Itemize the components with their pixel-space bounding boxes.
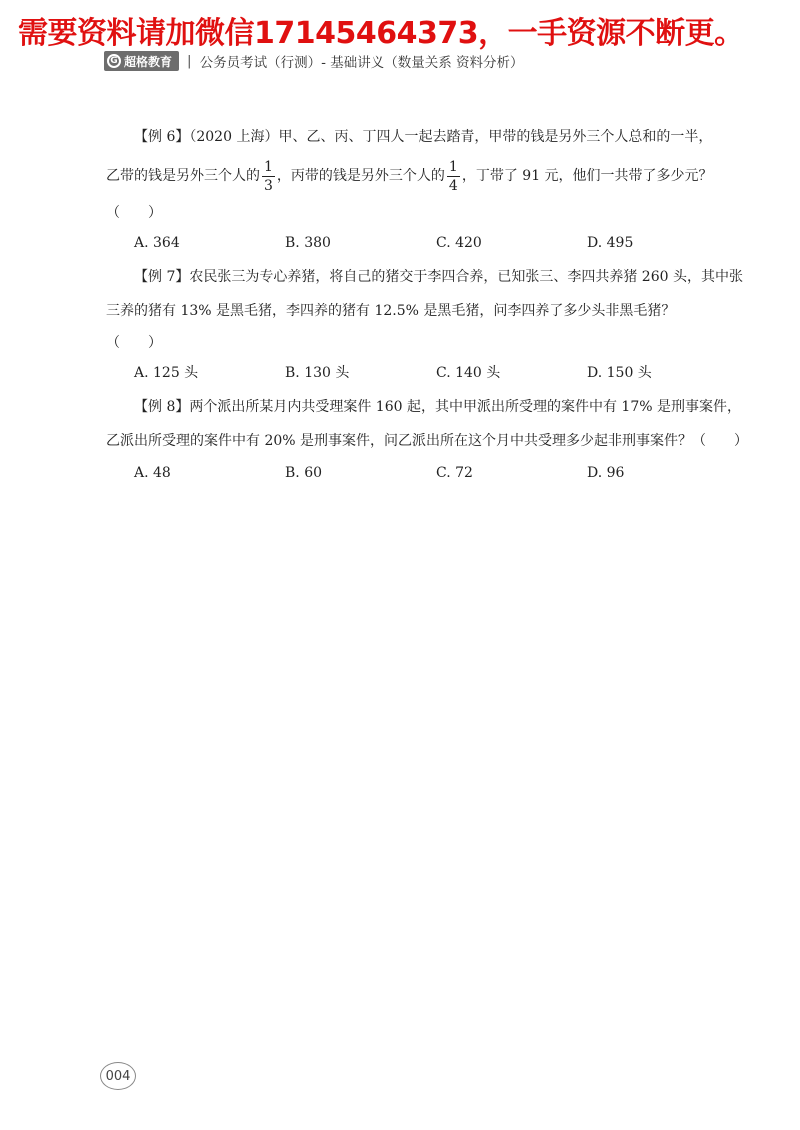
question-label: 【例 7】 [134, 269, 190, 285]
answer-blank: （ ） [106, 335, 162, 351]
option-b: B. 380 [285, 235, 331, 251]
answer-options [106, 228, 746, 258]
question-line-with-fractions [106, 154, 746, 198]
question-label: 【例 8】 [134, 399, 190, 415]
question-label: 【例 6】 [134, 129, 190, 145]
question-text [106, 260, 746, 328]
fraction-denominator: 3 [264, 177, 273, 194]
header-separator: | [187, 53, 192, 69]
watermark-banner: 需要资料请加微信17145464373，一手资源不断更。 [18, 16, 744, 51]
page-number: 004 [100, 1062, 136, 1090]
question-body: 两个派出所某月内共受理案件 160 起，其中甲派出所受理的案件中有 17% 是刑事案件，乙派出所受理的案件中有 20% 是刑事案件，问乙派出所在这个月中共受理多少起非刑事案件？（ ） [106, 399, 749, 449]
question-example-6 [106, 120, 746, 258]
option-c: C. 72 [436, 465, 473, 481]
text-segment: ，丙带的钱是另外三个人的 [276, 168, 445, 184]
question-body: 农民张三为专心养猪，将自己的猪交于李四合养，已知张三、李四共养猪 260 头，其中张三养的猪有 13% 是黑毛猪，李四养的猪有 12.5% 是黑毛猪，问李四养了多少头非黑毛猪？ [106, 269, 743, 319]
question-text [106, 120, 746, 154]
option-a: A. 125 头 [134, 365, 199, 381]
logo-text: 超格教育 [124, 54, 173, 69]
book-title: 公务员考试（行测）- 基础讲义（数量关系 资料分析） [199, 55, 524, 71]
option-a: A. 364 [134, 235, 180, 251]
fraction-numerator: 1 [448, 158, 458, 175]
fraction-one-third [262, 160, 275, 193]
option-c: C. 140 头 [436, 365, 501, 381]
logo-g-icon: G [107, 54, 121, 68]
text-segment: ，丁带了 91 元，他们一共带了多少元？ [461, 168, 713, 184]
fraction-numerator: 1 [264, 158, 273, 175]
option-d: D. 96 [587, 465, 625, 481]
text-segment: 乙带的钱是另外三个人的 [106, 168, 260, 184]
answer-options [106, 458, 746, 488]
option-a: A. 48 [134, 465, 171, 481]
page-header [104, 50, 524, 72]
fraction-denominator: 4 [448, 177, 458, 194]
option-b: B. 130 头 [285, 365, 350, 381]
option-b: B. 60 [285, 465, 323, 481]
option-d: D. 150 头 [587, 365, 652, 381]
fraction-one-quarter [447, 160, 460, 193]
question-example-7 [106, 260, 746, 388]
answer-blank: （ ） [106, 205, 162, 221]
question-line: （2020 上海）甲、乙、丙、丁四人一起去踏青，甲带的钱是另外三个人总和的一半， [189, 129, 713, 145]
option-d: D. 495 [587, 235, 634, 251]
page-content [106, 120, 749, 490]
option-c: C. 420 [436, 235, 482, 251]
answer-options [106, 358, 746, 388]
question-text [106, 390, 749, 458]
question-example-8 [106, 390, 749, 488]
publisher-logo [104, 51, 179, 71]
